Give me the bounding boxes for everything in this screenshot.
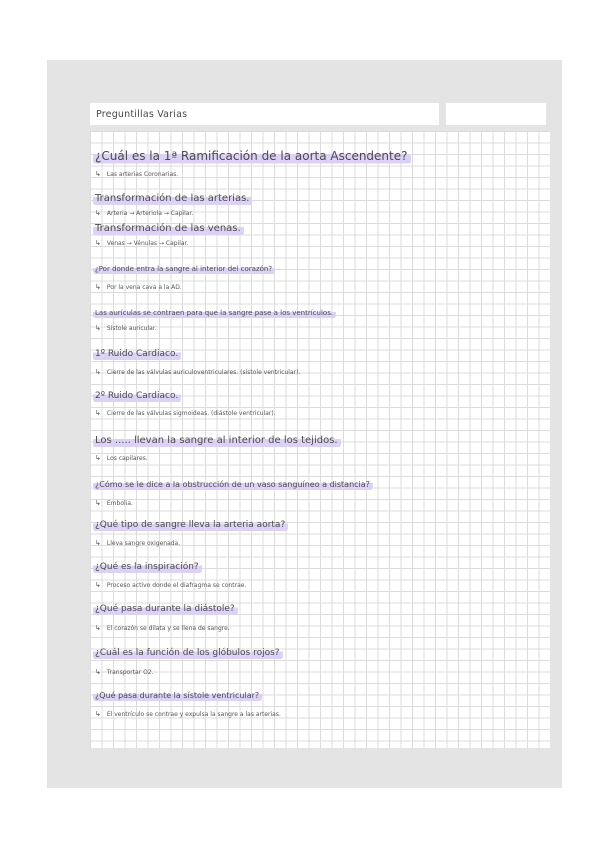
question-text: 1º Ruido Cardiaco.	[93, 348, 181, 361]
answer-arrow-icon: ↳	[95, 368, 101, 376]
question-text: ¿Qué pasa durante la diástole?	[93, 603, 238, 616]
answer-9	[95, 500, 133, 507]
question-2	[93, 194, 252, 204]
question-9	[93, 481, 373, 489]
question-text: Transformación de las arterias.	[93, 192, 252, 206]
side-box	[446, 103, 546, 125]
question-1	[93, 150, 411, 162]
question-text: ¿Por donde entra la sangre al interior del corazón?	[93, 264, 275, 275]
answer-text: Cierre de las válvulas sigmoideas. (diástole ventricular).	[106, 410, 276, 417]
question-text: ¿Qué pasa durante la sístole ventricular?	[93, 690, 262, 702]
question-7	[93, 392, 181, 401]
answer-10	[95, 540, 180, 547]
question-8	[93, 436, 341, 446]
answer-arrow-icon: ↳	[95, 409, 101, 417]
question-text: Las aurículas se contraen para que la sangre pase a los ventrículos.	[93, 308, 336, 319]
answer-6	[95, 369, 300, 376]
answer-text: Cierre de las válvulas auriculoventriculares. (sístole ventricular).	[106, 369, 301, 376]
answer-arrow-icon: ↳	[95, 324, 101, 332]
answer-text: Venas → Vénulas → Capilar.	[106, 240, 189, 247]
answer-13	[95, 669, 154, 676]
answer-arrow-icon: ↳	[95, 283, 101, 291]
question-4	[93, 266, 275, 273]
answer-text: Transportar O2.	[106, 669, 154, 676]
answer-arrow-icon: ↳	[95, 539, 101, 547]
answer-text: Por la vena cava a la AD.	[106, 284, 182, 291]
question-text: ¿Qué tipo de sangre lleva la arteria aorta?	[93, 519, 288, 532]
answer-text: Embolia.	[106, 500, 133, 507]
answer-arrow-icon: ↳	[95, 499, 101, 507]
answer-arrow-icon: ↳	[95, 170, 101, 178]
title-box	[90, 103, 439, 125]
question-text: ¿Cuál es la 1ª Ramificación de la aorta Ascendente?	[93, 148, 411, 165]
question-text: ¿Qué es la inspiración?	[93, 561, 202, 574]
question-11	[93, 563, 202, 572]
answer-arrow-icon: ↳	[95, 624, 101, 632]
answer-arrow-icon: ↳	[95, 581, 101, 589]
answer-2	[95, 210, 193, 217]
question-3	[93, 224, 244, 234]
answer-1	[95, 171, 178, 178]
answer-arrow-icon: ↳	[95, 239, 101, 247]
answer-8	[95, 455, 148, 462]
answer-text: Los capilares.	[106, 455, 148, 462]
question-text: 2º Ruido Cardiaco.	[93, 390, 181, 403]
answer-text: Sístole auricular.	[106, 325, 157, 332]
question-text: Transformación de las venas.	[93, 222, 244, 236]
question-12	[93, 605, 238, 614]
answer-4	[95, 284, 182, 291]
answer-3	[95, 240, 188, 247]
answer-7	[95, 410, 276, 417]
question-5	[93, 310, 336, 317]
question-text: ¿Cuál es la función de los glóbulos rojos?	[93, 647, 283, 660]
answer-12	[95, 625, 230, 632]
answer-arrow-icon: ↳	[95, 710, 101, 718]
question-text: Los ..... llevan la sangre al interior de los tejidos.	[93, 434, 341, 448]
question-6	[93, 350, 181, 359]
question-13	[93, 649, 283, 658]
question-10	[93, 521, 288, 530]
question-text: ¿Cómo se le dice a la obstrucción de un vaso sanguíneo a distancia?	[93, 479, 373, 491]
page-title: Preguntillas Varias	[96, 108, 188, 120]
answer-text: Las arterias Coronarias.	[106, 171, 179, 178]
answer-11	[95, 582, 246, 589]
answer-14	[95, 711, 281, 718]
answer-5	[95, 325, 157, 332]
answer-arrow-icon: ↳	[95, 209, 101, 217]
answer-text: El corazón se dilata y se llena de sangre.	[106, 625, 230, 632]
question-14	[93, 692, 262, 700]
answer-text: Arteria → Arteriola → Capilar.	[106, 210, 194, 217]
answer-arrow-icon: ↳	[95, 668, 101, 676]
answer-text: El ventrículo se contrae y expulsa la sangre a las arterias.	[106, 711, 281, 718]
answer-arrow-icon: ↳	[95, 454, 101, 462]
answer-text: Lleva sangre oxigenada.	[106, 540, 181, 547]
answer-text: Proceso activo donde el diafragma se contrae.	[106, 582, 247, 589]
